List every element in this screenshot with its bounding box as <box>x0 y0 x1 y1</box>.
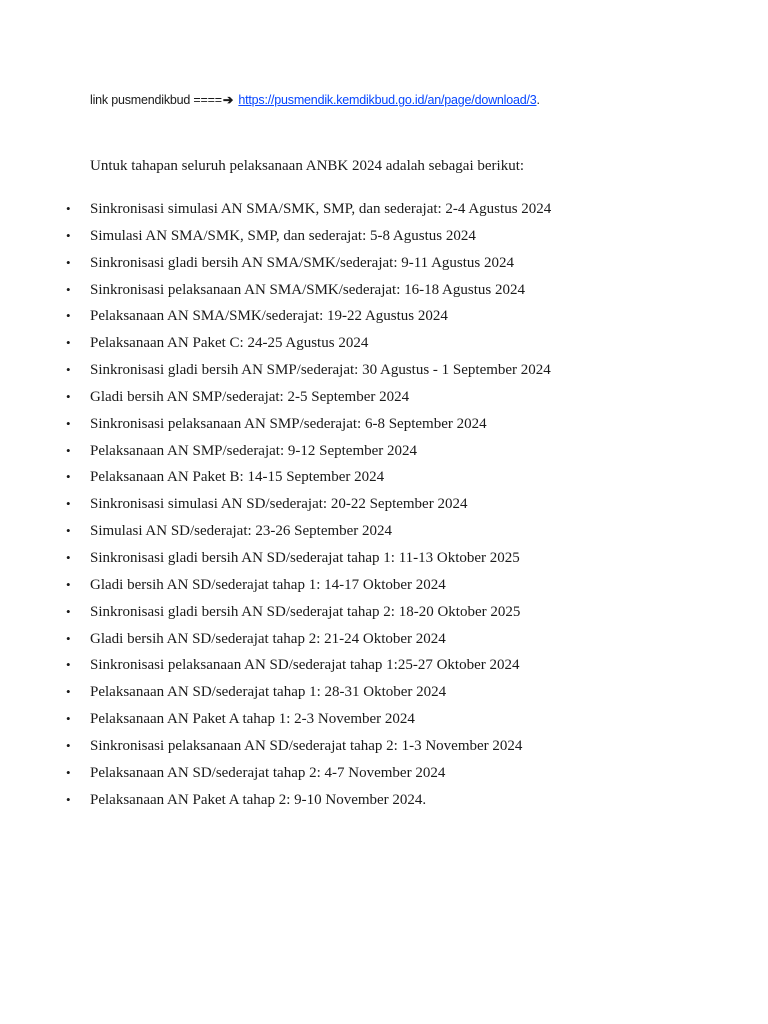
pusmendik-download-link[interactable]: https://pusmendik.kemdikbud.go.id/an/page/download/3 <box>238 93 537 107</box>
list-item <box>0 254 551 281</box>
bullet-icon: • <box>66 549 71 565</box>
bullet-icon: • <box>66 201 71 216</box>
list-item <box>0 227 551 254</box>
list-item-text: Sinkronisasi pelaksanaan AN SMP/sederajat: 6-8 September 2024 <box>90 415 487 432</box>
bullet-icon: • <box>66 684 71 700</box>
list-item <box>0 334 551 361</box>
list-item <box>0 603 551 630</box>
list-item-text: Pelaksanaan AN SD/sederajat tahap 1: 28-31 Oktober 2024 <box>90 684 447 701</box>
list-item-text: Pelaksanaan AN SD/sederajat tahap 2: 4-7 November 2024 <box>90 764 446 781</box>
list-item-text: Pelaksanaan AN Paket A tahap 2: 9-10 November 2024. <box>90 791 427 808</box>
list-item-text: Sinkronisasi gladi bersih AN SD/sederajat tahap 2: 18-20 Oktober 2025 <box>90 603 521 620</box>
bullet-icon: • <box>66 254 71 270</box>
bullet-icon: • <box>66 576 71 592</box>
list-item-text: Gladi bersih AN SMP/sederajat: 2-5 September 2024 <box>90 388 410 405</box>
list-item <box>0 361 551 388</box>
list-item <box>0 495 551 522</box>
bullet-icon: • <box>66 630 71 646</box>
list-item-text: Simulasi AN SD/sederajat: 23-26 September 2024 <box>90 523 393 540</box>
bullet-icon: • <box>66 764 71 780</box>
link-prefix: link pusmendikbud ==== <box>90 93 222 107</box>
schedule-list <box>0 200 551 817</box>
list-item-text: Pelaksanaan AN Paket B: 14-15 September 2024 <box>90 469 385 486</box>
list-item <box>0 281 551 308</box>
list-item-text: Pelaksanaan AN SMP/sederajat: 9-12 September 2024 <box>90 442 418 459</box>
list-item <box>0 576 551 603</box>
list-item <box>0 549 551 576</box>
list-item-text: Sinkronisasi pelaksanaan AN SD/sederajat tahap 1:25-27 Oktober 2024 <box>90 657 520 674</box>
bullet-icon: • <box>66 603 71 619</box>
bullet-icon: • <box>66 791 71 807</box>
list-item <box>0 630 551 657</box>
list-item-text: Pelaksanaan AN SMA/SMK/sederajat: 19-22 Agustus 2024 <box>90 308 448 325</box>
bullet-icon: • <box>66 388 71 404</box>
list-item <box>0 200 551 227</box>
list-item <box>0 737 551 764</box>
list-item <box>0 683 551 710</box>
list-item-text: Sinkronisasi gladi bersih AN SMA/SMK/sederajat: 9-11 Agustus 2024 <box>90 254 515 271</box>
bullet-icon: • <box>66 496 71 512</box>
list-item-text: Gladi bersih AN SD/sederajat tahap 1: 14-17 Oktober 2024 <box>90 576 446 593</box>
link-line <box>90 92 540 107</box>
arrow-right-icon: ➔ <box>222 93 234 107</box>
bullet-icon: • <box>66 711 71 727</box>
list-item-text: Sinkronisasi simulasi AN SMA/SMK, SMP, dan sederajat: 2-4 Agustus 2024 <box>90 201 552 217</box>
list-item <box>0 468 551 495</box>
intro-paragraph: Untuk tahapan seluruh pelaksanaan ANBK 2024 adalah sebagai berikut: <box>90 158 525 174</box>
bullet-icon: • <box>66 362 71 378</box>
bullet-icon: • <box>66 415 71 431</box>
list-item-text: Sinkronisasi simulasi AN SD/sederajat: 20-22 September 2024 <box>90 496 468 513</box>
list-item <box>0 710 551 737</box>
list-item-text: Sinkronisasi gladi bersih AN SD/sederajat tahap 1: 11-13 Oktober 2025 <box>90 549 520 566</box>
list-item-text: Pelaksanaan AN Paket C: 24-25 Agustus 2024 <box>90 335 369 352</box>
bullet-icon: • <box>66 227 71 243</box>
list-item <box>0 656 551 683</box>
bullet-icon: • <box>66 442 71 458</box>
list-item <box>0 388 551 415</box>
bullet-icon: • <box>66 737 71 753</box>
list-item <box>0 791 551 818</box>
bullet-icon: • <box>66 657 71 673</box>
list-item <box>0 764 551 791</box>
list-item <box>0 522 551 549</box>
bullet-icon: • <box>66 335 71 351</box>
list-item-text: Sinkronisasi gladi bersih AN SMP/sederajat: 30 Agustus - 1 September 2024 <box>90 362 551 379</box>
list-item <box>0 442 551 469</box>
list-item-text: Sinkronisasi pelaksanaan AN SD/sederajat tahap 2: 1-3 November 2024 <box>90 737 523 754</box>
list-item-text: Simulasi AN SMA/SMK, SMP, dan sederajat: 5-8 Agustus 2024 <box>90 227 476 244</box>
list-item-text: Pelaksanaan AN Paket A tahap 1: 2-3 November 2024 <box>90 711 415 728</box>
bullet-icon: • <box>66 281 71 297</box>
list-item <box>0 307 551 334</box>
list-item <box>0 415 551 442</box>
list-item-text: Gladi bersih AN SD/sederajat tahap 2: 21-24 Oktober 2024 <box>90 630 446 647</box>
bullet-icon: • <box>66 469 71 485</box>
bullet-icon: • <box>66 308 71 324</box>
list-item-text: Sinkronisasi pelaksanaan AN SMA/SMK/sederajat: 16-18 Agustus 2024 <box>90 281 525 298</box>
link-suffix: . <box>536 93 540 107</box>
bullet-icon: • <box>66 523 71 539</box>
